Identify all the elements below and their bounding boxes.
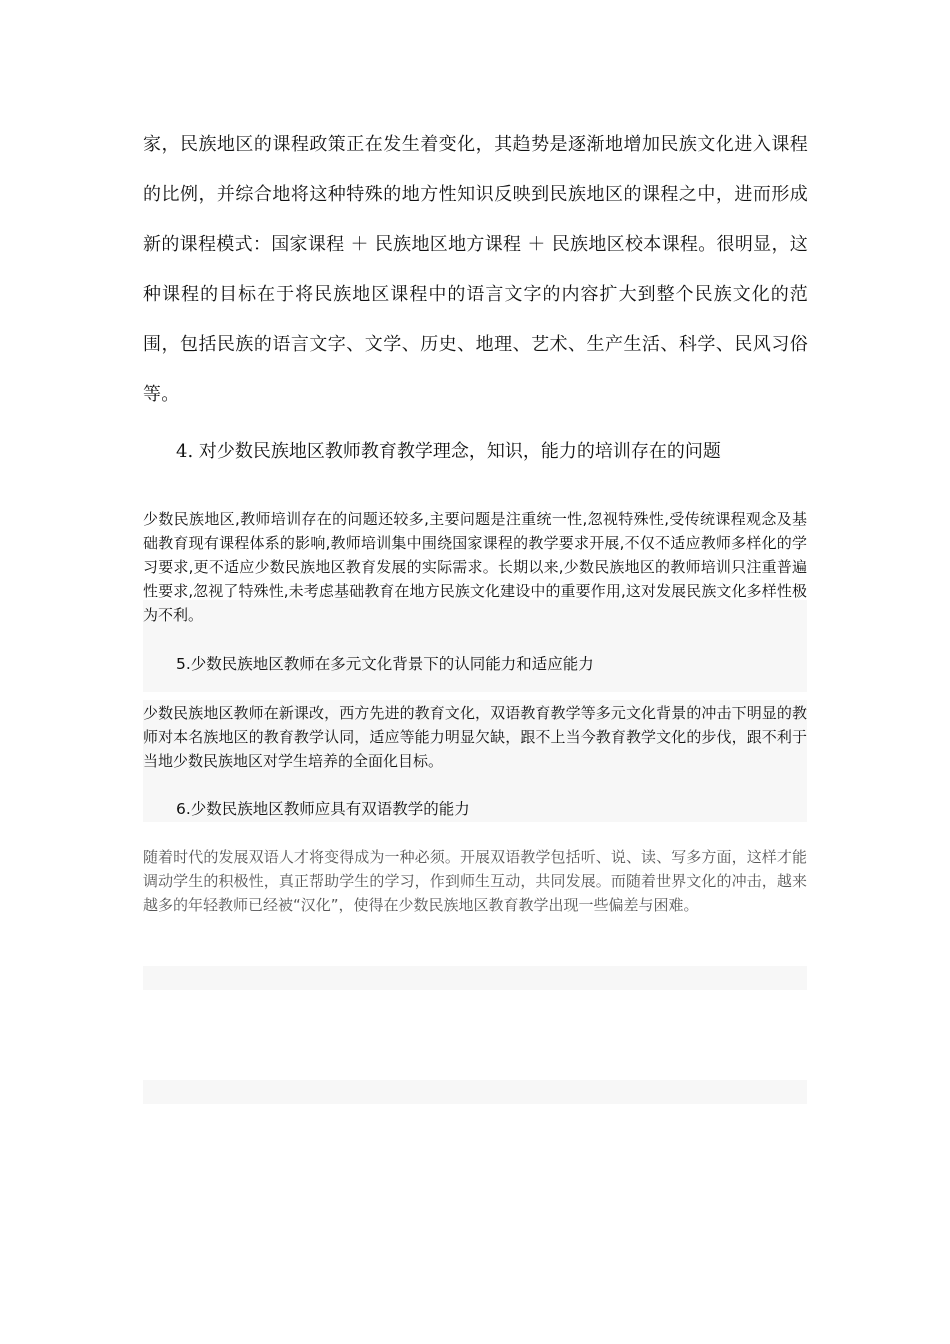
shaded-empty-bar-2 [143, 1080, 807, 1104]
paragraph-curriculum-policy: 家，民族地区的课程政策正在发生着变化，其趋势是逐渐地增加民族文化进入课程的比例，并综合地将这种特殊的地方性知识反映到民族地区的课程之中，进而形成新的课程模式：国家课程 ＋ 民族地区地方课程 ＋ 民族地区校本课程。很明显，这种课程的目标在于将民族地区课程中的语言文字的内容扩大到整个民族文化的范围，包括民族的语言文字、文学、历史、地理、艺术、生产生活、科学、民风习俗等。 [143, 134, 808, 405]
paragraph-multicultural: 少数民族地区教师在新课改，西方先进的教育文化，双语教育教学等多元文化背景的冲击下明显的教师对本名族地区的教育教学认同，适应等能力明显欠缺，跟不上当今教育教学文化的步伐，跟不利于当地少数民族地区对学生培养的全面化目标。 [143, 704, 807, 770]
paragraph-teacher-training: 少数民族地区,教师培训存在的问题还较多,主要问题是注重统一性,忽视特殊性,受传统课程观念及基础教育现有课程体系的影响,教师培训集中围绕国家课程的教学要求开展,不仅不适应教师多样化的学习要求,更不适应少数民族地区教育发展的实际需求。长期以来,少数民族地区的教师培训只注重普遍性要求,忽视了特殊性,未考虑基础教育在地方民族文化建设中的重要作用,这对发展民族文化多样性极为不利。 [143, 510, 807, 624]
heading-section-6: 6.少数民族地区教师应具有双语教学的能力 [176, 800, 470, 818]
paragraph-bilingual: 随着时代的发展双语人才将变得成为一种必须。开展双语教学包括听、说、读、写多方面，这样才能调动学生的积极性，真正帮助学生的学习，作到师生互动，共同发展。而随着世界文化的冲击，越来越多的年轻教师已经被“汉化”，使得在少数民族地区教育教学出现一些偏差与困难。 [143, 848, 807, 914]
heading-section-4: 4. 对少数民族地区教师教育教学理念，知识，能力的培训存在的问题 [176, 441, 721, 462]
shaded-empty-bar-1 [143, 966, 807, 990]
heading-section-5: 5.少数民族地区教师在多元文化背景下的认同能力和适应能力 [176, 655, 594, 673]
